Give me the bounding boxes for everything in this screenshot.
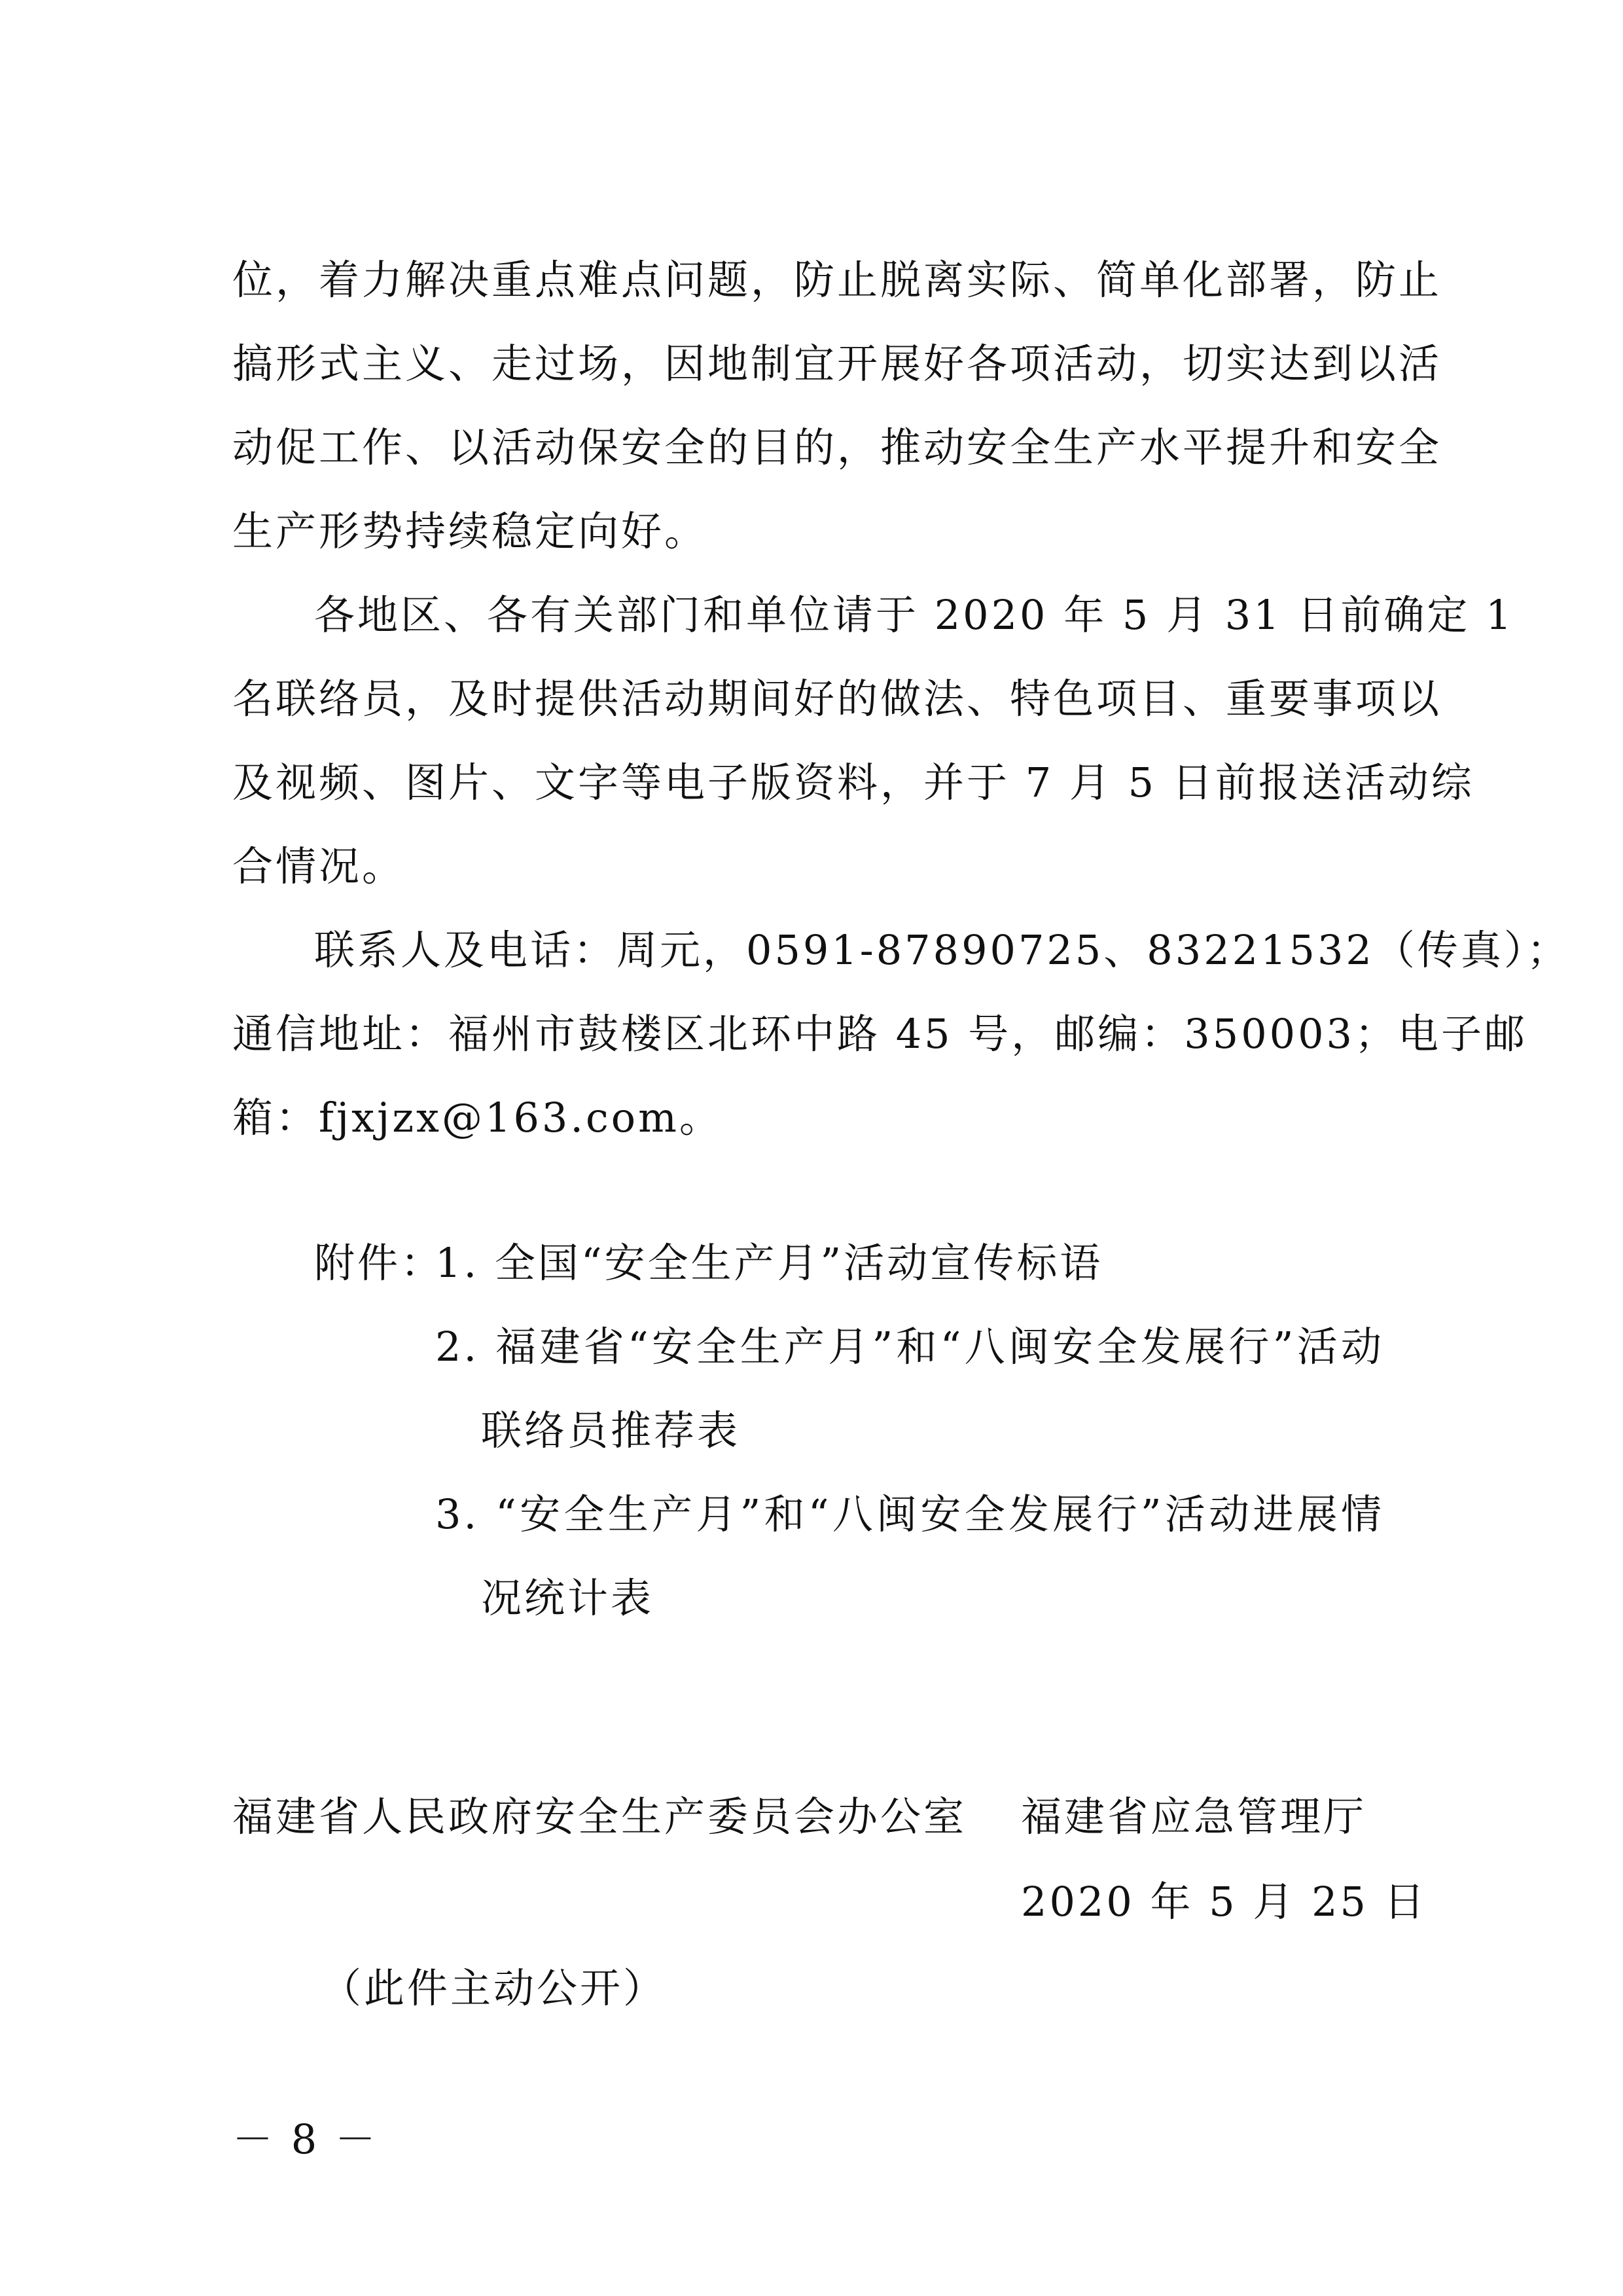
signing-org-1: 福建省人民政府安全生产委员会办公室 — [232, 1793, 967, 1840]
attachment-item: 3. “安全生产月”和“八闽安全发展行”活动进展情 — [435, 1490, 1384, 1538]
body-line: 名联络员，及时提供活动期间好的做法、特色项目、重要事项以 — [232, 675, 1442, 723]
body-line: 各地区、各有关部门和单位请于 2020 年 5 月 31 日前确定 1 — [314, 591, 1514, 639]
body-line: 生产形势持续稳定向好。 — [232, 507, 708, 555]
signing-date: 2020 年 5 月 25 日 — [1021, 1878, 1427, 1926]
email-line: 箱：fjxjzx@163.com。 — [232, 1094, 722, 1141]
disclosure-note: （此件主动公开） — [321, 1964, 667, 2012]
body-line: 及视频、图片、文字等电子版资料，并于 7 月 5 日前报送活动综 — [232, 759, 1474, 806]
signing-org-2: 福建省应急管理厅 — [1021, 1793, 1367, 1840]
body-line: 动促工作、以活动保安全的目的，推动安全生产水平提升和安全 — [232, 423, 1442, 471]
page-number: － 8 － — [232, 2115, 378, 2163]
address-line: 通信地址：福州市鼓楼区北环中路 45 号，邮编：350003；电子邮 — [232, 1010, 1527, 1058]
attachment-item: 2. 福建省“安全生产月”和“八闽安全发展行”活动 — [435, 1323, 1384, 1371]
body-line: 合情况。 — [232, 842, 406, 890]
body-line: 位，着力解决重点难点问题，防止脱离实际、简单化部署，防止 — [232, 256, 1442, 304]
contact-line: 联系人及电话：周元，0591-87890725、83221532（传真）； — [314, 926, 1570, 974]
attachment-item: 1. 全国“安全生产月”活动宣传标语 — [435, 1239, 1103, 1287]
body-line: 搞形式主义、走过场，因地制宜开展好各项活动，切实达到以活 — [232, 340, 1442, 387]
attachment-item-cont: 联络员推荐表 — [481, 1407, 741, 1454]
attachment-item-cont: 况统计表 — [481, 1574, 654, 1622]
attachments-label: 附件： — [314, 1239, 444, 1287]
